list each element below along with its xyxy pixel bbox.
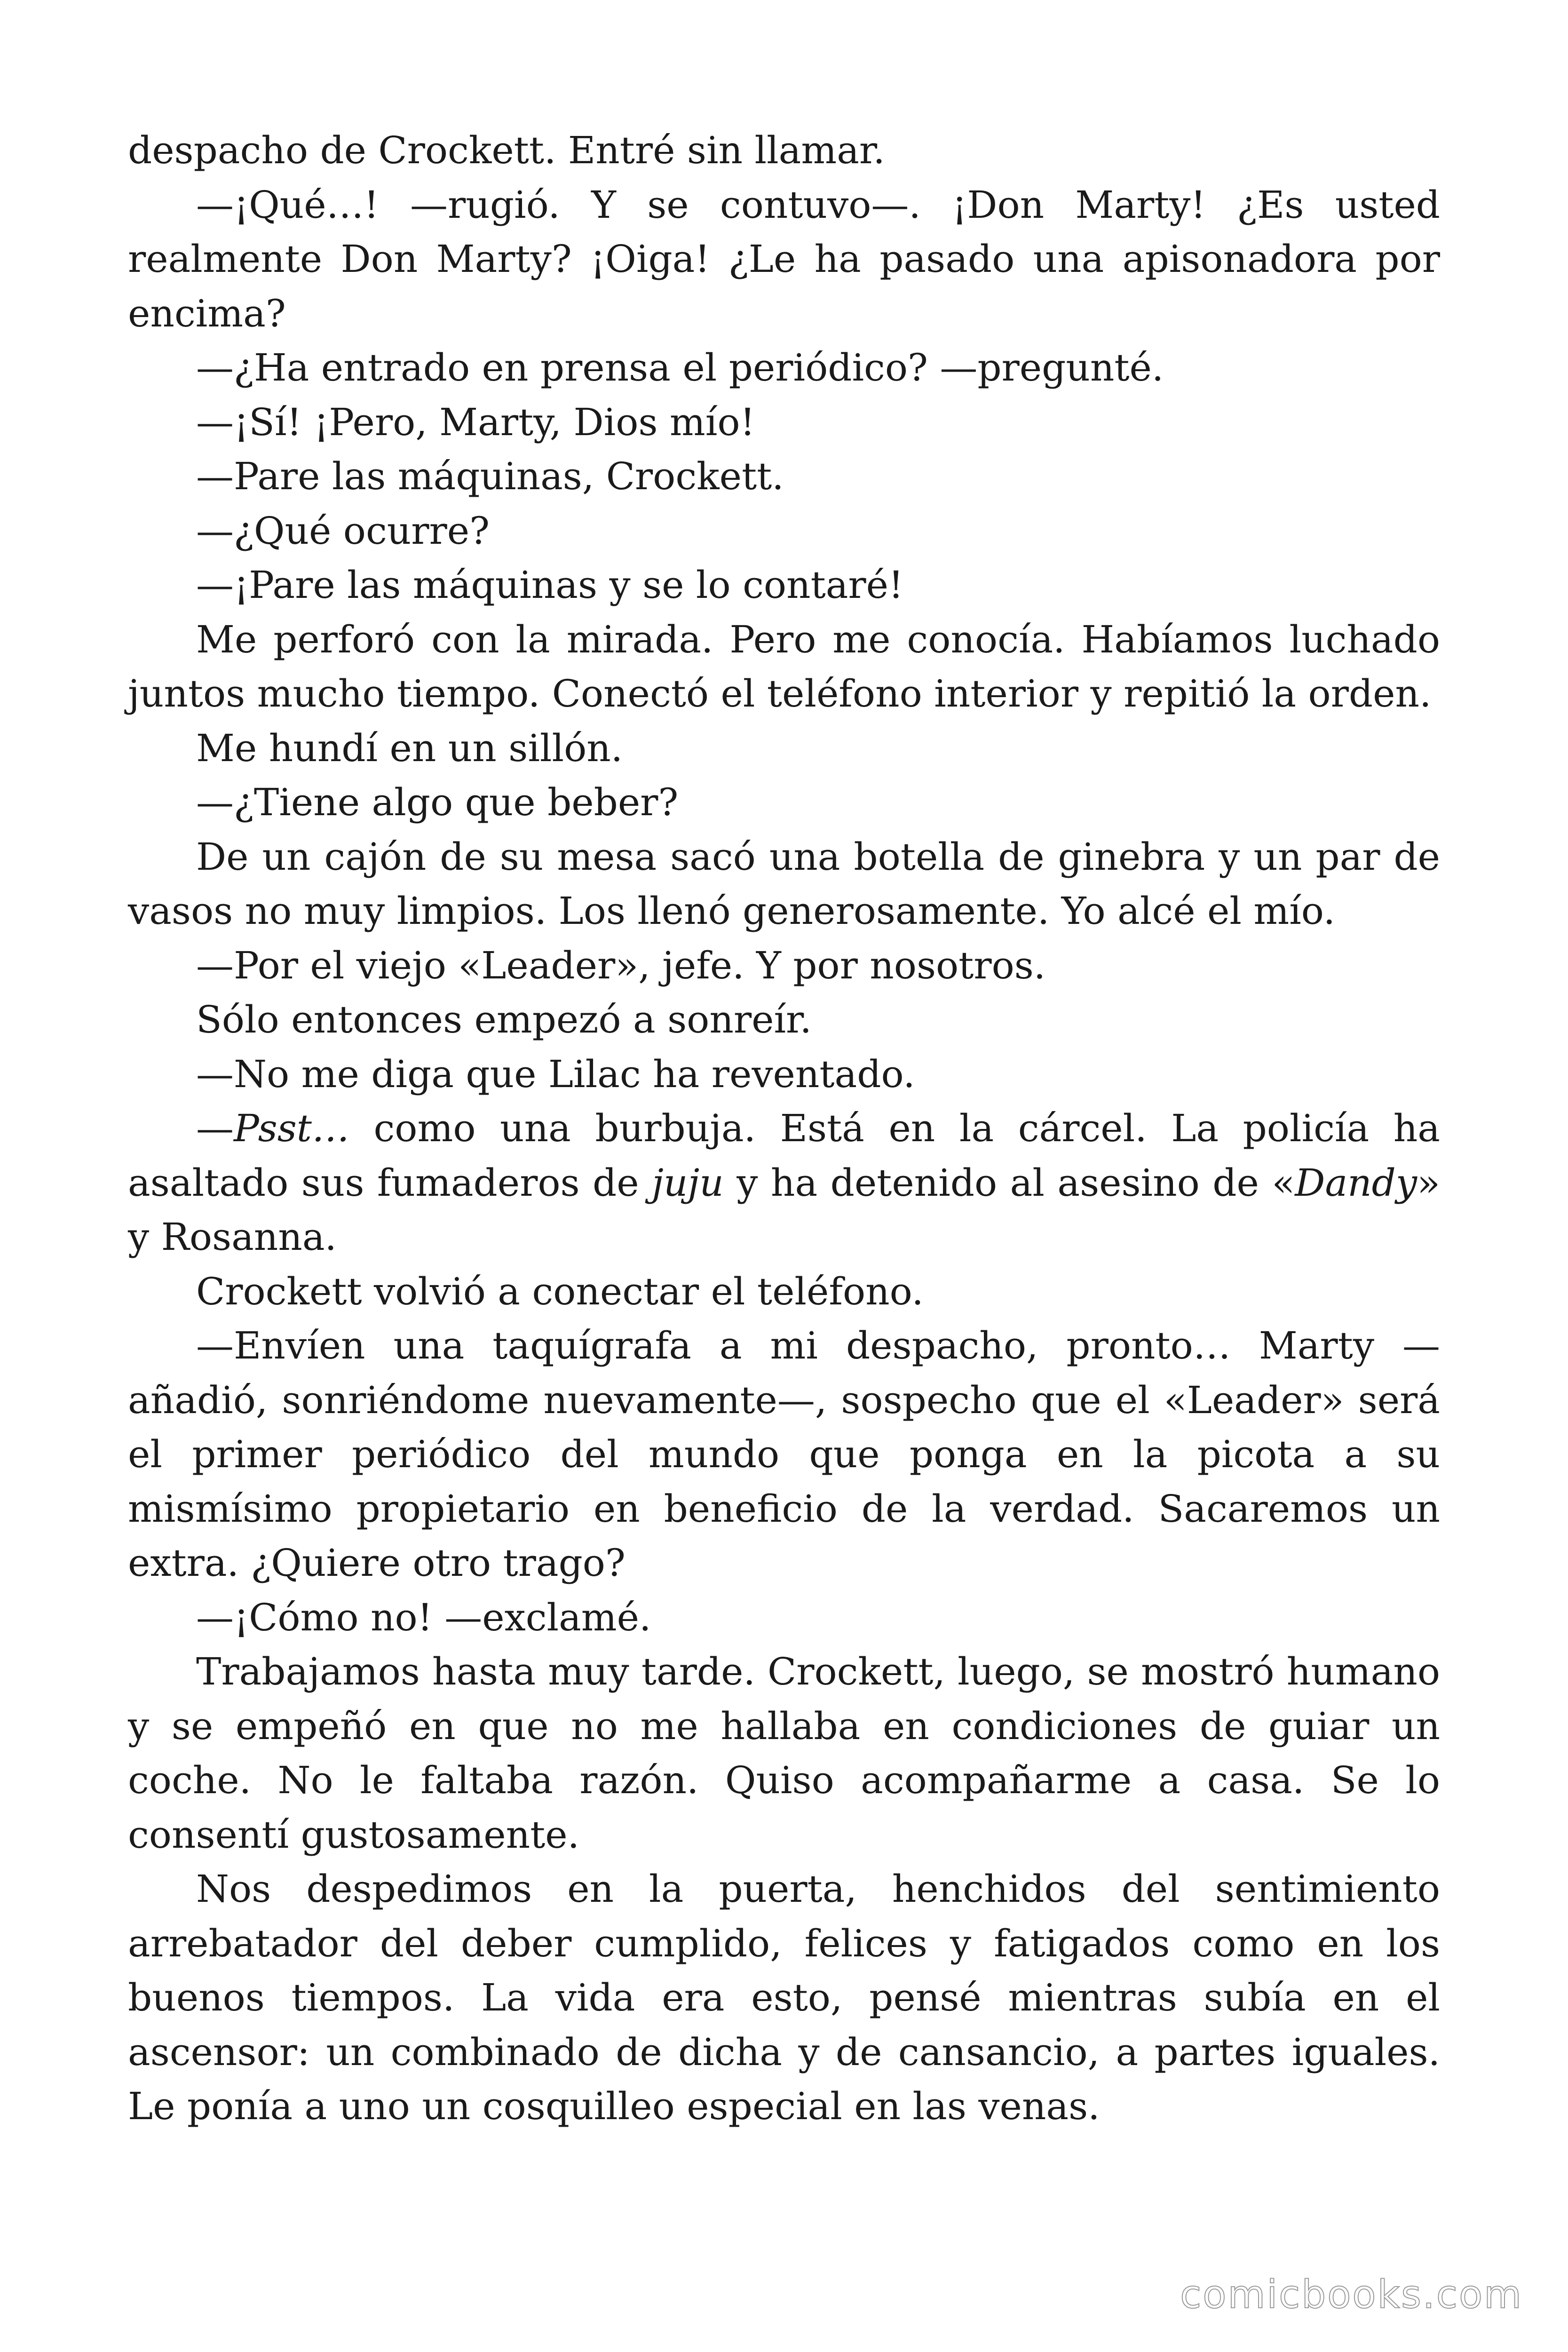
paragraph xyxy=(128,1264,1440,1319)
paragraph xyxy=(128,1101,1440,1264)
text-run: Me perforó con la mirada. Pero me conocía. Habíamos luchado juntos mucho tiempo. Conectó el teléfono interior y repitió la orden. xyxy=(128,617,1440,715)
paragraph xyxy=(128,993,1440,1047)
text-run: —No me diga que Lilac ha reventado. xyxy=(196,1052,915,1096)
text-run: —Pare las máquinas, Crockett. xyxy=(196,454,784,498)
text-run: —¿Ha entrado en prensa el periódico? —pregunté. xyxy=(196,346,1164,389)
text-run: Nos despedimos en la puerta, henchidos del sentimiento arrebatador del deber cumplido, felices y fatigados como en los buenos tiempos. La vida era esto, pensé mientras subía en el ascensor: un combinado de dicha y de cansancio, a partes iguales. Le ponía a uno un cosquilleo especial en las venas. xyxy=(128,1867,1440,2128)
text-run: » y Rosanna. xyxy=(128,1160,1441,1259)
text-run: De un cajón de su mesa sacó una botella de ginebra y un par de vasos no muy limpios. Los llenó generosamente. Yo alcé el mío. xyxy=(128,834,1440,933)
paragraph xyxy=(128,1319,1440,1590)
paragraph xyxy=(128,1590,1440,1645)
text-run: —¿Tiene algo que beber? xyxy=(196,780,679,824)
text-run: Crockett volvió a conectar el teléfono. xyxy=(196,1269,924,1313)
text-run: —Por el viejo «Leader», jefe. Y por nosotros. xyxy=(196,943,1046,987)
text-run: despacho de Crockett. Entré sin llamar. xyxy=(128,128,885,172)
paragraph xyxy=(128,178,1440,341)
text-run: —¡Qué…! —rugió. Y se contuvo—. ¡Don Marty! ¿Es usted realmente Don Marty? ¡Oiga! ¿Le ha pasado una apisonadora por encima? xyxy=(128,183,1440,335)
page xyxy=(128,0,1440,2352)
paragraph xyxy=(128,1047,1440,1102)
text-run: Me hundí en un sillón. xyxy=(196,726,623,770)
text-run: Trabajamos hasta muy tarde. Crockett, luego, se mostró humano y se empeñó en que no me hallaba en condiciones de guiar un coche. No le faltaba razón. Quiso acompañarme a casa. Se lo consentí gustosamente. xyxy=(128,1650,1440,1857)
paragraph xyxy=(128,1645,1440,1862)
italic-text: Dandy xyxy=(1295,1160,1418,1205)
paragraph xyxy=(128,504,1440,558)
text-run: —¿Qué ocurre? xyxy=(196,509,490,553)
paragraph xyxy=(128,612,1440,721)
body-text xyxy=(128,123,1440,2134)
paragraph xyxy=(128,558,1440,612)
italic-text: Psst… xyxy=(234,1106,349,1150)
text-run: —¡Sí! ¡Pero, Marty, Dios mío! xyxy=(196,400,755,444)
text-run: —Envíen una taquígrafa a mi despacho, pronto… Marty —añadió, sonriéndome nuevamente—, sospecho que el «Leader» será el primer periódico del mundo que ponga en la picota a su mismísimo propietario en beneficio de la verdad. Sacaremos un extra. ¿Quiere otro trago? xyxy=(128,1324,1440,1585)
text-run: como una burbuja. Está en la cárcel. La policía ha asaltado sus fumaderos de xyxy=(128,1106,1440,1205)
text-run: —¡Pare las máquinas y se lo contaré! xyxy=(196,563,904,607)
paragraph xyxy=(128,395,1440,450)
text-run: Sólo entonces empezó a sonreír. xyxy=(196,998,812,1041)
text-run: y ha detenido al asesino de « xyxy=(723,1160,1295,1205)
paragraph xyxy=(128,721,1440,776)
text-run: — xyxy=(196,1106,234,1150)
paragraph xyxy=(128,341,1440,395)
paragraph xyxy=(128,830,1440,938)
paragraph xyxy=(128,938,1440,993)
text-run: —¡Cómo no! —exclamé. xyxy=(196,1595,651,1639)
paragraph xyxy=(128,123,1440,178)
italic-text: juju xyxy=(652,1160,724,1205)
paragraph xyxy=(128,449,1440,504)
watermark: comicbooks.com xyxy=(1180,2273,1523,2317)
paragraph xyxy=(128,1862,1440,2134)
paragraph xyxy=(128,775,1440,830)
